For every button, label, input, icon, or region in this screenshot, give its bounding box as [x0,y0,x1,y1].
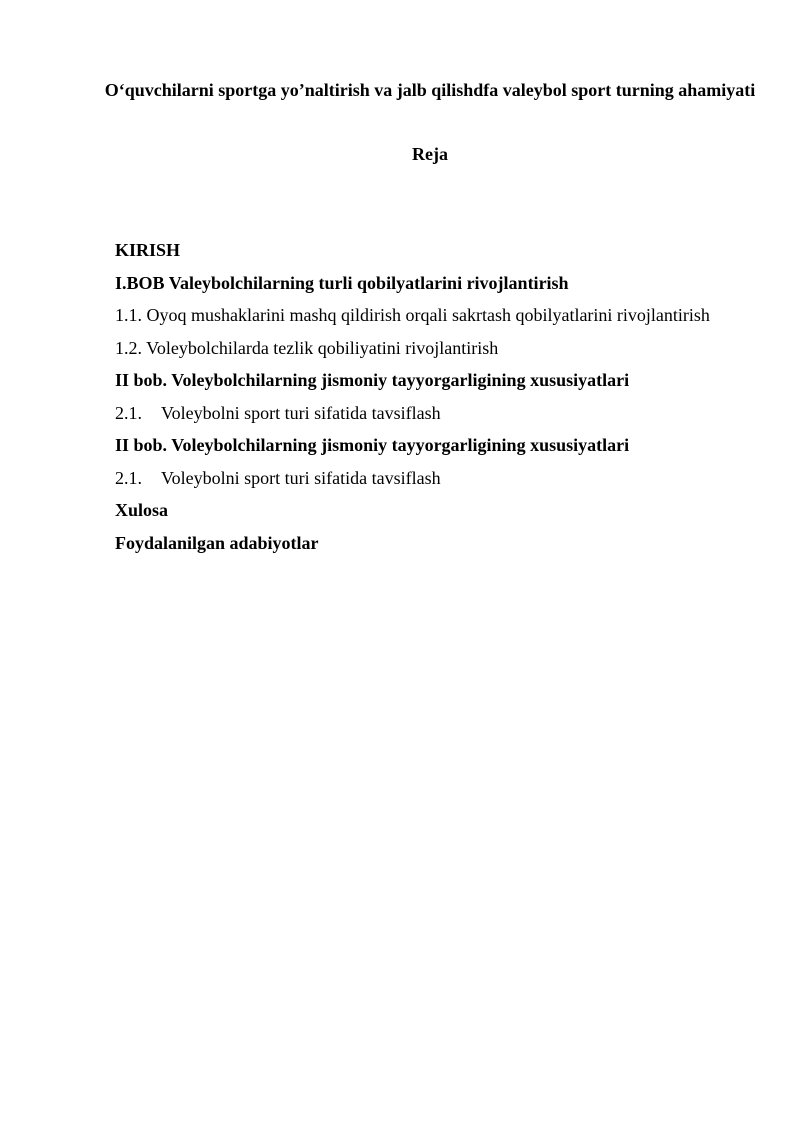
toc-item-text: 1.1. Oyoq mushaklarini mashq qildirish orqali sakrtash qobilyatlarini rivojlantirish [115,305,710,325]
toc-item-text: Foydalanilgan adabiyotlar [115,532,319,553]
toc-item-text: II bob. Voleybolchilarning jismoniy tayyorgarligining xususiyatlari [115,435,630,455]
toc-item-text: 1.2. Voleybolchilarda tezlik qobiliyatini rivojlantirish [115,337,499,358]
toc-item-number: 2.1. [115,467,142,488]
toc-item-references [115,527,755,560]
toc-item-text: Xulosa [115,500,169,520]
toc-item-section-2-1-repeat [115,462,755,495]
table-of-contents [115,234,755,559]
plan-heading: Reja [412,144,448,164]
toc-item-text: I.BOB Valeybolchilarning turli qobilyatlarini rivojlantirish [115,272,569,293]
toc-item-number: 2.1. [115,402,142,423]
toc-item-conclusion [115,494,755,527]
toc-item-text: Voleybolni sport turi sifatida tavsiflash [161,467,441,488]
document-title: O‘quvchilarni sportga yo’naltirish va jalb qilishdfa valeybol sport turning ahamiyati [104,80,756,100]
toc-item-introduction [115,234,755,267]
toc-item-chapter-2-repeat [115,429,755,462]
toc-item-text: II bob. Voleybolchilarning jismoniy tayyorgarligining xususiyatlari [115,370,630,390]
toc-item-text: KIRISH [115,240,181,260]
toc-item-text: Voleybolni sport turi sifatida tavsiflash [161,402,441,423]
toc-item-chapter-2 [115,364,755,397]
toc-item-section-1-1 [115,299,755,332]
toc-item-section-2-1 [115,397,755,430]
toc-item-section-1-2 [115,332,755,365]
toc-item-chapter-1 [115,267,755,300]
